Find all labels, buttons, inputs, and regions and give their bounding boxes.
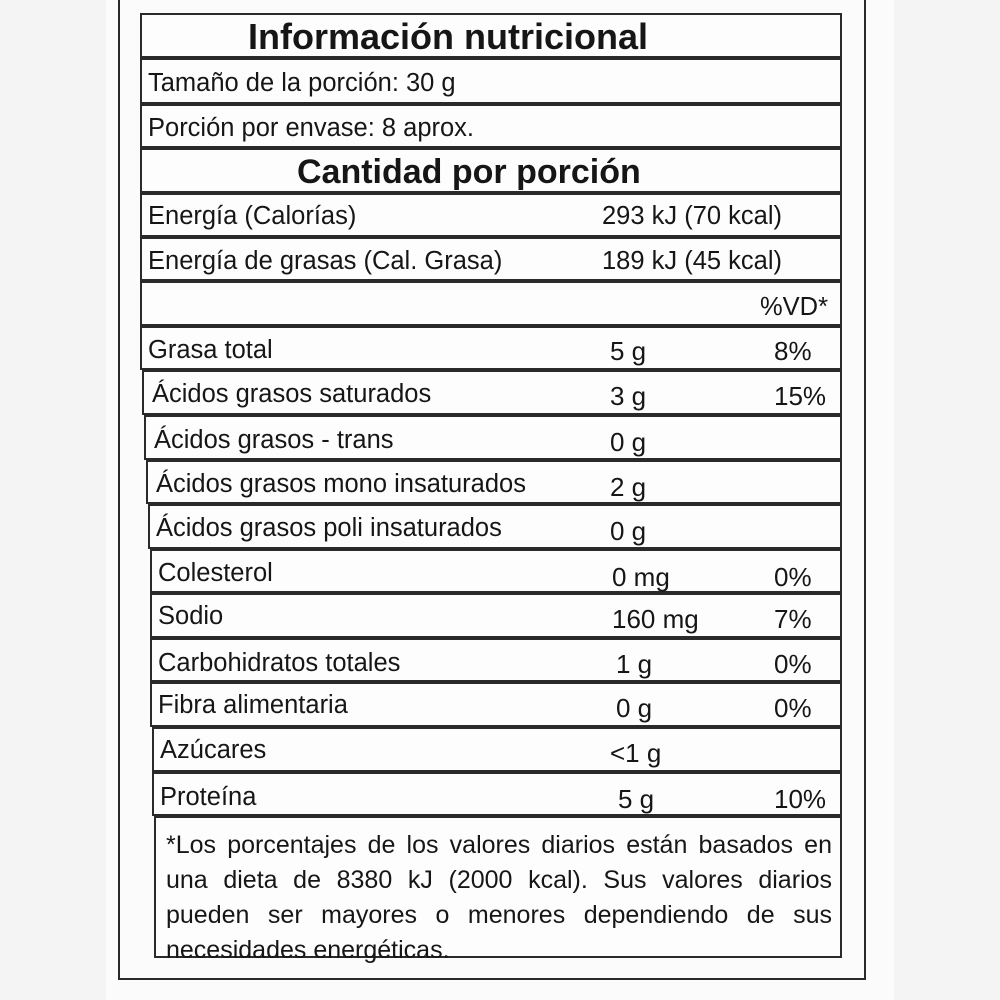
nutrient-name: Fibra alimentaria (158, 691, 348, 719)
energy-row (140, 193, 842, 237)
nutrient-name: Ácidos grasos mono insaturados (156, 470, 526, 498)
nutrient-dv: 0% (774, 693, 812, 723)
nutrient-name: Ácidos grasos saturados (152, 380, 432, 408)
energy-fat-value: 189 kJ (45 kcal) (602, 247, 782, 275)
nutrient-row (142, 370, 842, 415)
dv-header: %VD* (760, 293, 829, 321)
nutrient-name: Proteína (160, 783, 257, 811)
title-row (140, 13, 842, 58)
nutrient-name: Colesterol (158, 559, 273, 587)
nutrient-name: Ácidos grasos - trans (154, 426, 394, 454)
nutrient-dv: 7% (774, 604, 812, 634)
nutrient-dv: 0% (774, 562, 812, 592)
nutrient-dv: 15% (774, 381, 827, 411)
servings-per-container-row (140, 104, 842, 148)
nutrient-amount: 0 g (616, 693, 653, 723)
nutrient-row (150, 593, 842, 638)
nutrient-name: Azúcares (160, 736, 267, 764)
nutrient-row (144, 415, 842, 460)
nutrient-dv: 0% (774, 649, 812, 679)
nutrient-name: Grasa total (148, 336, 273, 364)
nutrient-name: Carbohidratos totales (158, 649, 401, 677)
nutrient-amount: 1 g (616, 649, 653, 679)
nutrient-row (152, 772, 842, 816)
nutrient-amount: 0 g (610, 516, 647, 546)
nutrient-row (152, 727, 842, 772)
nutrient-amount: 5 g (610, 336, 647, 366)
nutrient-row (140, 326, 842, 370)
label-title: Información nutricional (248, 16, 649, 57)
nutrient-amount: 160 mg (612, 604, 699, 634)
nutrient-row (146, 460, 842, 504)
dv-header-row (140, 281, 842, 326)
nutrient-dv: 8% (774, 336, 812, 366)
serving-size-row (140, 58, 842, 104)
nutrient-amount: 0 g (610, 427, 647, 457)
nutrient-dv: 10% (774, 784, 827, 814)
nutrient-name: Sodio (158, 602, 224, 630)
energy-fat-label: Energía de grasas (Cal. Grasa) (148, 247, 503, 275)
amount-per-serving-heading: Cantidad por porción (297, 153, 641, 191)
nutrient-row (150, 638, 842, 682)
nutrient-amount: <1 g (610, 738, 662, 768)
nutrient-row (148, 504, 842, 549)
nutrient-row (150, 682, 842, 727)
nutrient-amount: 3 g (610, 381, 647, 411)
serving-size: Tamaño de la porción: 30 g (148, 69, 456, 97)
energy-fat-row (140, 237, 842, 281)
nutrient-name: Ácidos grasos poli insaturados (156, 514, 502, 542)
amount-per-serving-row (140, 148, 842, 193)
nutrient-amount: 2 g (610, 472, 647, 502)
energy-label: Energía (Calorías) (148, 202, 357, 230)
footnote-text: *Los porcentajes de los valores diarios están basados en una dieta de 8380 kJ (2000 kcal). Sus valores diarios pueden ser mayores o menores dependiendo de sus necesidades energéticas. (166, 831, 832, 964)
nutrient-amount: 5 g (618, 784, 655, 814)
footnote-box (154, 816, 842, 964)
nutrient-amount: 0 mg (612, 562, 670, 592)
nutrient-row (150, 549, 842, 593)
energy-value: 293 kJ (70 kcal) (602, 202, 782, 230)
servings-per-container: Porción por envase: 8 aprox. (148, 114, 475, 142)
